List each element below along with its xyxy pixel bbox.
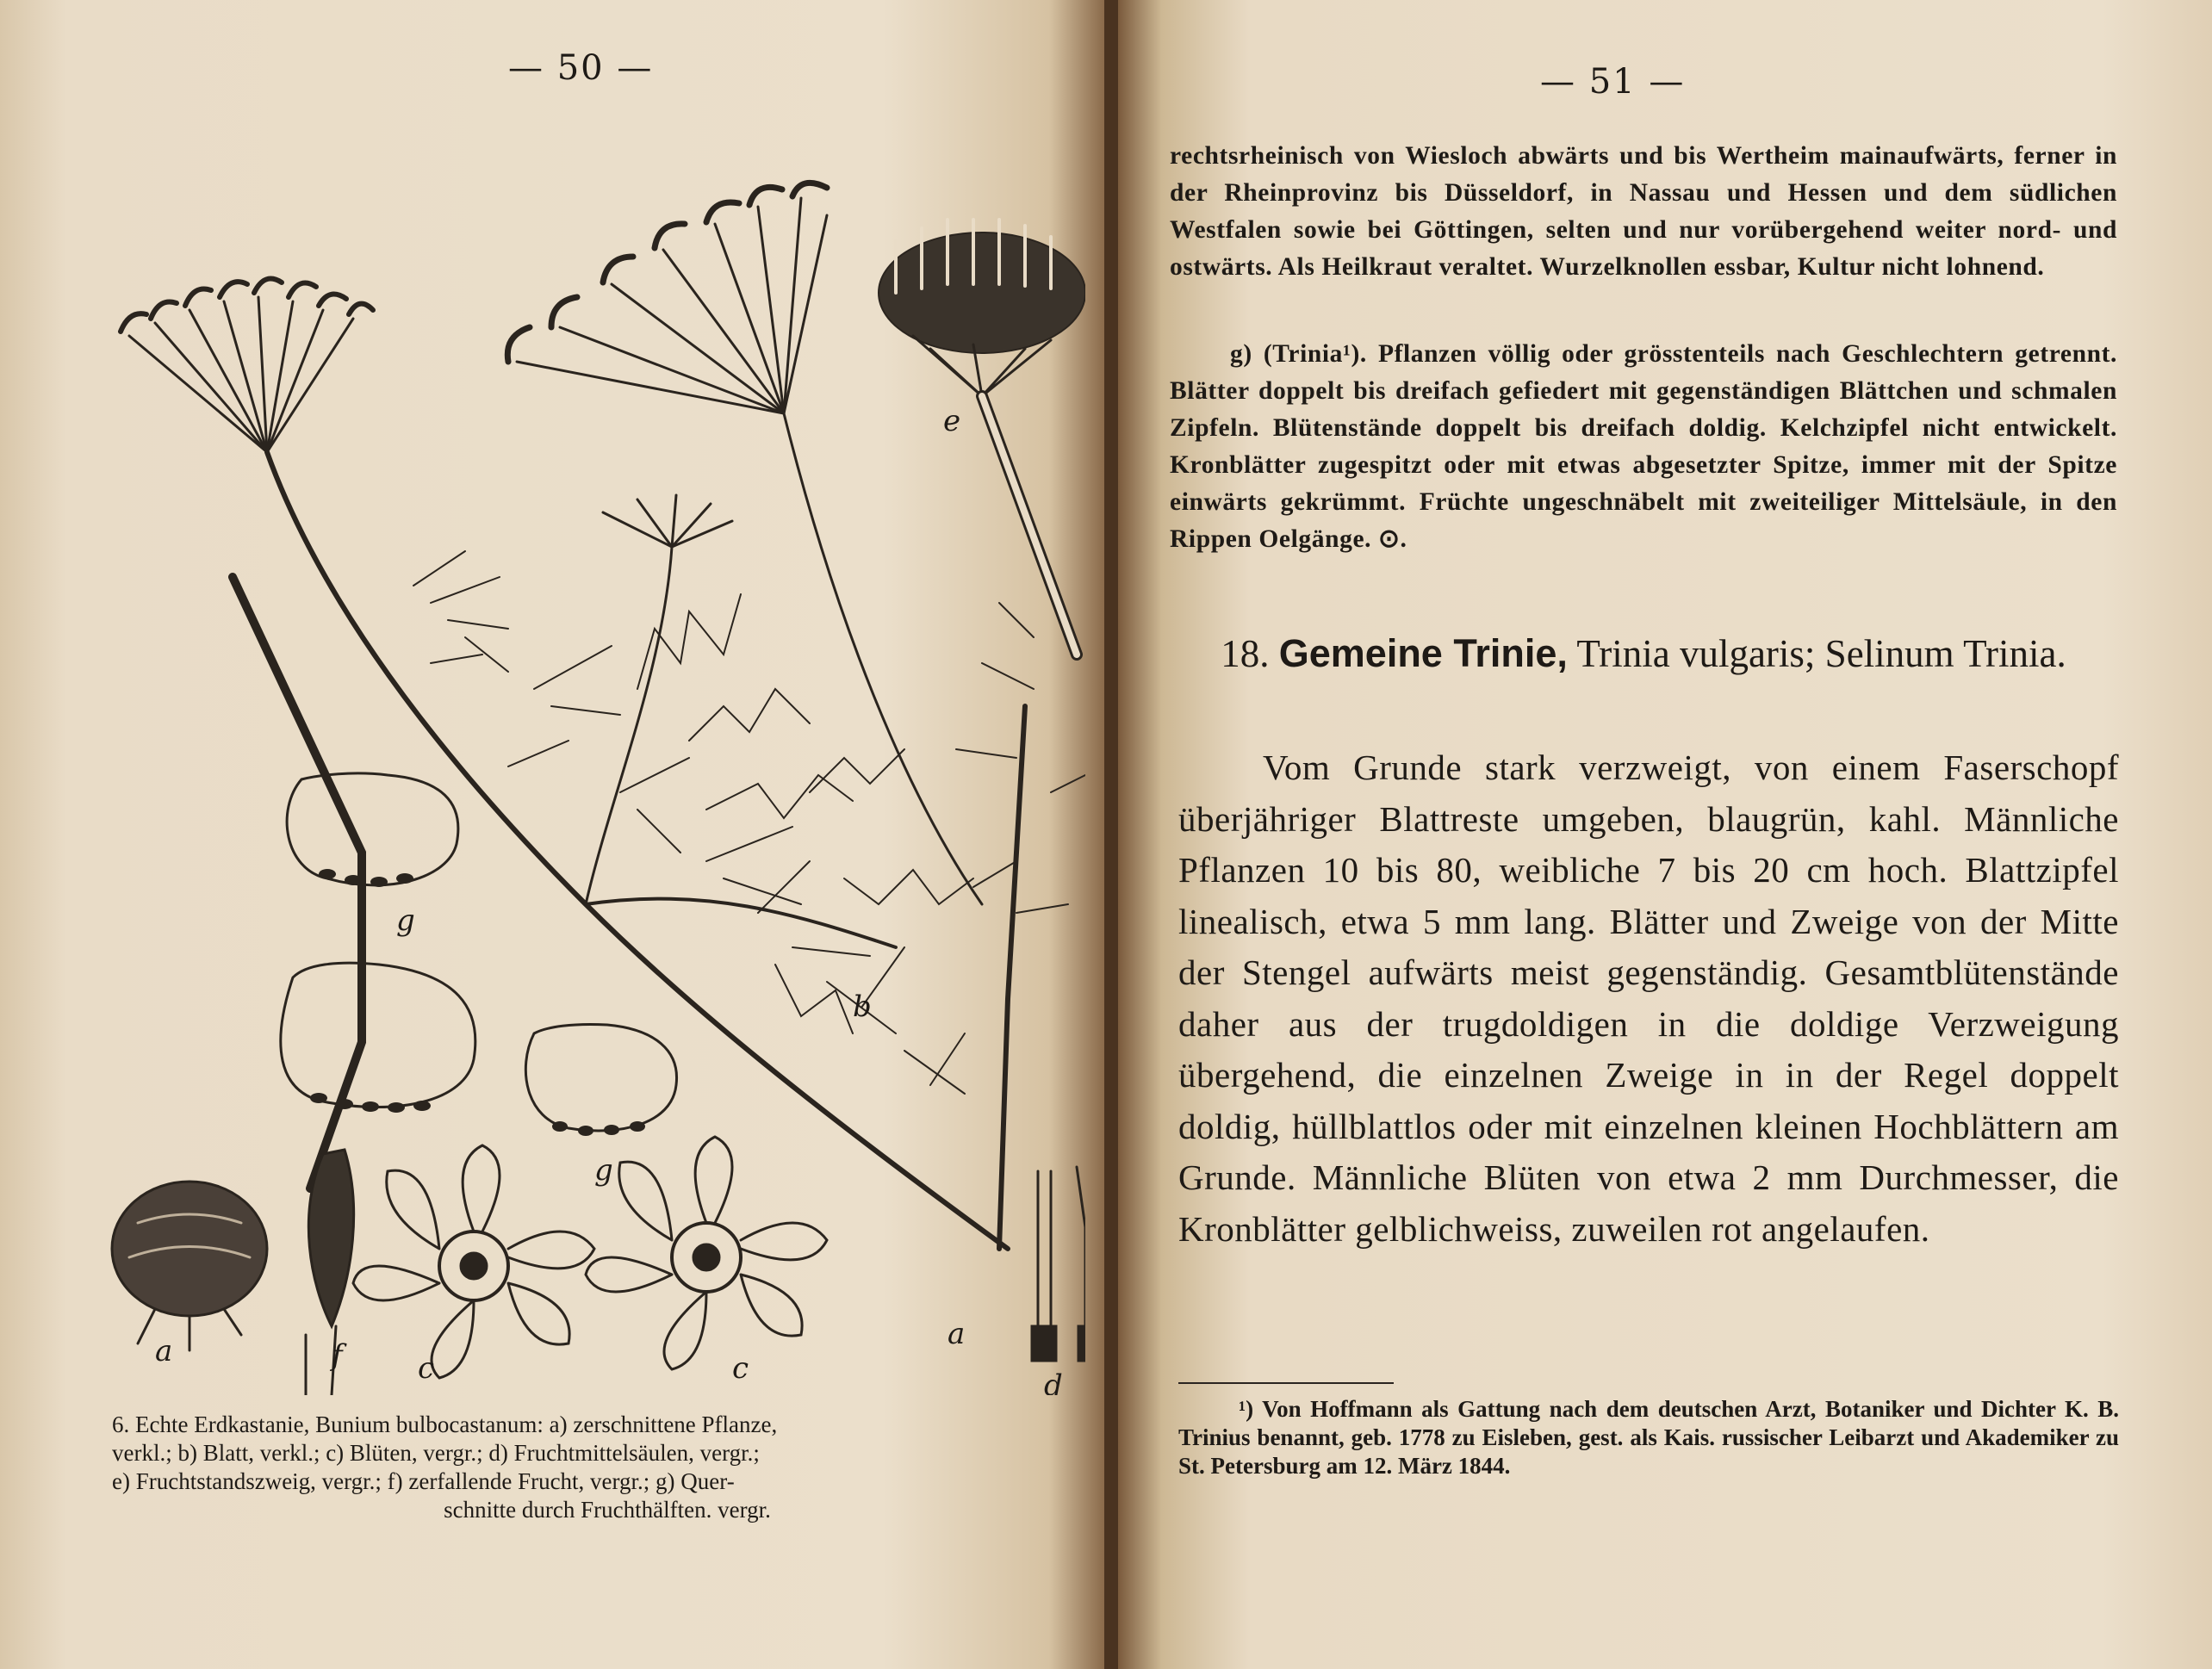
umbel-small xyxy=(603,495,732,547)
flower-c2 xyxy=(586,1137,827,1369)
figure-label-f: f xyxy=(332,1338,343,1373)
book-gutter xyxy=(1104,0,1118,1669)
paragraph-continuation: rechtsrheinisch von Wiesloch abwärts und bis Wertheim mainaufwärts, ferner in der Rheinprovinz bis Düsseldorf, in Nassau und Hessen und dem südlichen Westfalen sowie bei Göttingen, selten und nur vorübergehend weiter nord- und ostwärts. Als Heilkraut veraltet. Wurzelknollen essbar, Kultur nicht lohnend. xyxy=(1170,142,2117,281)
figure-label-c: c xyxy=(418,1351,435,1386)
cross-sections-g xyxy=(281,773,677,1136)
species-heading xyxy=(1170,629,2117,679)
figure-label-e: e xyxy=(943,404,961,438)
botanical-illustration xyxy=(103,138,1085,1395)
page-number-right: — 51 — xyxy=(1540,62,1686,102)
figure-caption xyxy=(112,1411,1103,1524)
caption-line: 6. Echte Erdkastanie, Bunium bulbocastanum: a) zerschnittene Pflanze, xyxy=(112,1412,778,1437)
figure-label-d: d xyxy=(1044,1368,1063,1395)
figure-label-g: g xyxy=(396,903,415,938)
species-description: Vom Grunde stark verzweigt, von einem Faserschopf überjähriger Blattreste umgeben, blaugrün, kahl. Männliche Pflanzen 10 bis 80, weibliche 7 bis 20 cm hoch. Blattzipfel linealisch, etwa 5 mm lang. Blätter und Zweige von der Mitte der Stengel aufwärts meist gegenständig. Gesamtblütenstände daher aus der trugdoldigen in die doldige Verzweigung übergehend, die einzelnen Zweige in in der Regel doppelt doldig, hüllblattlos oder mit einzelnen kleinen Hochblättern am Grunde. Männliche Blüten von etwa 2 mm Durchmesser, die Kronblätter gelblichweiss, zuweilen rot angelaufen. xyxy=(1178,748,2119,1249)
tuber-a xyxy=(112,1182,267,1350)
umbel-center xyxy=(507,183,827,413)
fruit-f xyxy=(306,1150,354,1395)
figure-label-g: g xyxy=(594,1153,613,1188)
page-number-left: — 50 — xyxy=(508,48,654,88)
right-page xyxy=(1118,0,2212,1669)
paragraph-genus-trinia: g) (Trinia¹). Pflanzen völlig oder grösstenteils nach Geschlechtern getrennt. Blätter doppelt bis dreifach gefiedert mit gegenständigen Blättchen und schmalen Zipfeln. Blütenstände doppelt bis dreifach doldig. Kelchzipfel nicht entwickelt. Kronblätter zugespitzt oder mit etwas abgesetzter Spitze, immer mit der Spitze einwärts gekrümmt. Früchte ungeschnäbelt mit zweiteiliger Mittelsäule, in den Rippen Oelgänge. ⊙. xyxy=(1170,340,2117,553)
species-number: 18. xyxy=(1221,632,1270,675)
flower-c1 xyxy=(353,1145,594,1378)
species-common-name: Gemeine Trinie, xyxy=(1278,631,1568,675)
figure-label-b: b xyxy=(853,990,872,1024)
caption-line: verkl.; b) Blatt, verkl.; c) Blüten, vergr.; d) Fruchtmittelsäulen, vergr.; xyxy=(112,1440,760,1466)
footnote-divider xyxy=(1178,1382,1394,1384)
left-page xyxy=(0,0,1104,1669)
umbel-left xyxy=(121,279,373,452)
caption-line: e) Fruchtstandszweig, vergr.; f) zerfallende Frucht, vergr.; g) Quer- xyxy=(112,1468,735,1494)
fruit-column-d xyxy=(1032,1167,1085,1361)
figure-label-a: a xyxy=(948,1317,966,1351)
figure-label-a: a xyxy=(155,1334,173,1368)
fruit-umbel-e xyxy=(879,220,1085,655)
caption-line: schnitte durch Fruchthälften. vergr. xyxy=(444,1497,771,1523)
footnote: ¹) Von Hoffmann als Gattung nach dem deutschen Arzt, Botaniker und Dichter K. B. Trinius benannt, geb. 1778 zu Eisleben, gest. als Kais. russischer Leibarzt und Akademiker zu St. Petersburg am 12. März 1844. xyxy=(1178,1396,2119,1479)
figure-label-c: c xyxy=(732,1351,749,1386)
species-latin-name: Trinia vulgaris; Selinum Trinia. xyxy=(1576,632,2066,675)
